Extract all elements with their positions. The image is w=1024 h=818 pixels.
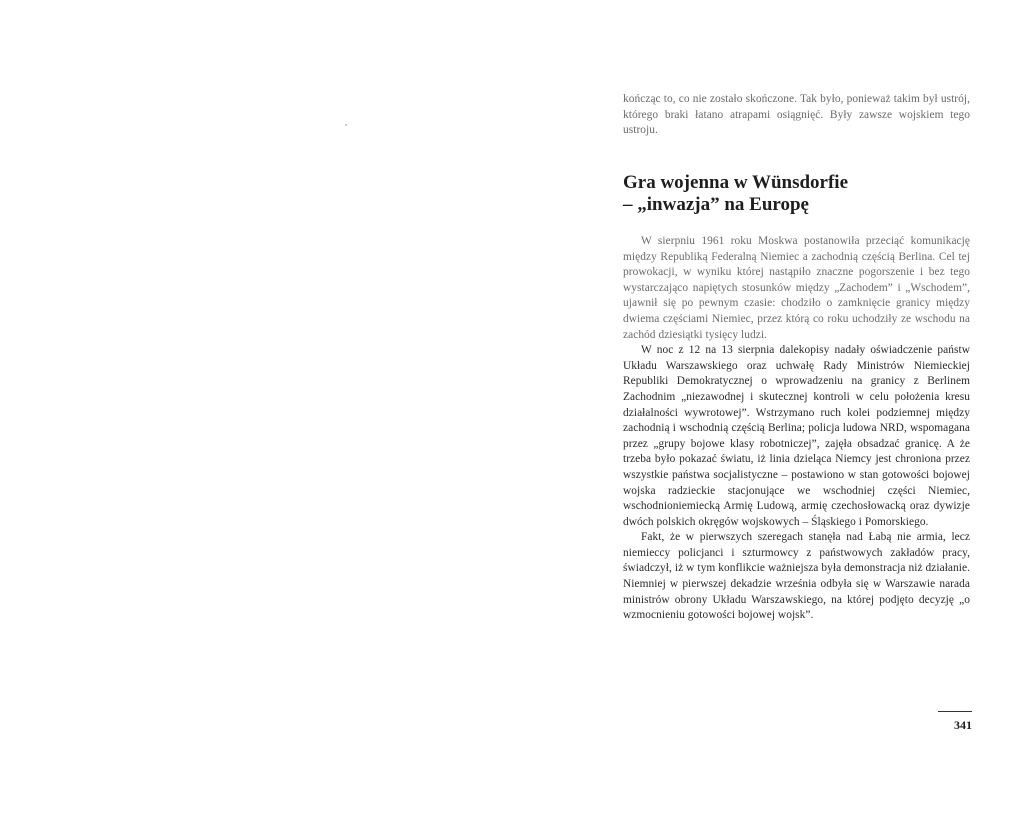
body-text	[623, 234, 970, 624]
page-speck	[345, 124, 347, 126]
page-number: 341	[954, 718, 972, 732]
body-paragraph-1: W sierpniu 1961 roku Moskwa postanowiła przeciąć komunikację między Republiką Federalną Niemiec a zachodnią częścią Berlina. Cel tej prowokacji, w wyniku której nastąpiło znaczne pogorszenie i bez tego wystarczająco napiętych stosunków między „Zachodem” i „Wschodem”, ujawnił się po pewnym czasie: chodziło o zamknięcie granicy między dwiema częściami Niemiec, przez którą co roku uchodziły ze wschodu na zachód dziesiątki tysięcy ludzi.	[623, 235, 970, 341]
section-heading-line-2: – „inwazja” na Europę	[623, 194, 809, 215]
body-paragraph-2: W noc z 12 na 13 sierpnia dalekopisy nadały oświadczenie państw Układu Warszawskiego oraz uchwałę Rady Ministrów Niemieckiej Republiki Demokratycznej o wprowadzeniu na granicy z Berlinem Zachodnim „niezawodnej i skutecznej kontroli w celu położenia kresu działalności wywrotowej”. Wstrzymano ruch kolei podziemnej między zachodnią i wschodnią częścią Berlina; policja ludowa NRD, wspomagana przez „grupy bojowe klasy robotniczej”, zajęła obsadzać granicę. A że trzeba było pokazać światu, iż linia dzieląca Niemcy jest chroniona przez wszystkie państwa socjalistyczne – postawiono w stan gotowości bojowej wojska radzieckie stacjonujące we wschodniej części Niemiec, wschodnioniemiecką Armię Ludową, armię czechosłowacką oraz dywizje dwóch polskich okręgów wojskowych – Śląskiego i Pomorskiego.	[623, 344, 970, 528]
body-paragraph-3: Fakt, że w pierwszych szeregach stanęła nad Łabą nie armia, lecz niemieccy policjanci i szturmowcy z państwowych zakładów pracy, świadczył, iż w tym konflikcie ważniejsza była demonstracja niż działanie. Niemniej w pierwszej dekadzie września odbyła się w Warszawie narada ministrów obrony Układu Warszawskiego, na której podjęto decyzję „o wzmocnieniu gotowości bojowej wojsk”.	[623, 531, 970, 622]
footer-rule	[938, 711, 972, 712]
section-heading-line-1: Gra wojenna w Wünsdorfie	[623, 172, 849, 193]
section-heading	[623, 172, 970, 216]
intro-paragraph-block	[623, 92, 970, 139]
intro-paragraph: kończąc to, co nie zostało skończone. Tak było, ponieważ takim był ustrój, którego braki łatano atrapami osiągnięć. Były zawsze wojskiem tego ustroju.	[623, 93, 970, 137]
